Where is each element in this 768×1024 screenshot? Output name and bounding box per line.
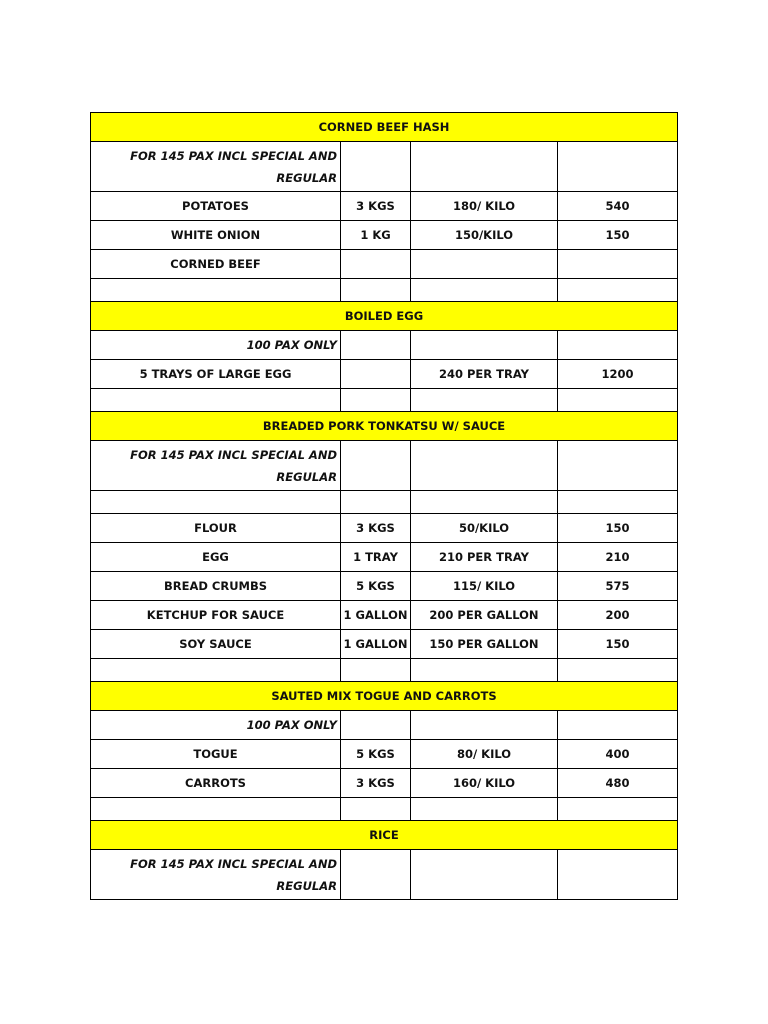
item-name-cell: BREAD CRUMBS <box>91 572 341 601</box>
empty-cell <box>558 659 678 682</box>
empty-cell <box>558 711 678 740</box>
unit-price-cell: 210 PER TRAY <box>411 543 558 572</box>
item-name-cell: CORNED BEEF <box>91 250 341 279</box>
item-row <box>91 769 678 798</box>
section-title: BOILED EGG <box>91 302 678 331</box>
item-row <box>91 572 678 601</box>
item-name-cell: WHITE ONION <box>91 221 341 250</box>
empty-cell <box>411 798 558 821</box>
quantity-cell: 3 KGS <box>341 514 411 543</box>
serving-note-row <box>91 142 678 192</box>
item-name-cell: POTATOES <box>91 192 341 221</box>
item-row <box>91 221 678 250</box>
empty-cell <box>558 491 678 514</box>
total-cell: 540 <box>558 192 678 221</box>
total-cell: 200 <box>558 601 678 630</box>
total-cell: 480 <box>558 769 678 798</box>
total-cell: 150 <box>558 630 678 659</box>
total-cell: 150 <box>558 221 678 250</box>
blank-row <box>91 798 678 821</box>
serving-note: FOR 145 PAX INCL SPECIAL AND REGULAR <box>91 850 341 900</box>
item-name-cell: TOGUE <box>91 740 341 769</box>
blank-row <box>91 389 678 412</box>
quantity-cell: 1 GALLON <box>341 630 411 659</box>
empty-cell <box>411 711 558 740</box>
serving-note: FOR 145 PAX INCL SPECIAL AND REGULAR <box>91 142 341 192</box>
empty-cell <box>341 850 411 900</box>
item-name-cell: 5 TRAYS OF LARGE EGG <box>91 360 341 389</box>
empty-cell <box>341 142 411 192</box>
empty-cell <box>341 491 411 514</box>
unit-price-cell: 240 PER TRAY <box>411 360 558 389</box>
serving-note-row <box>91 850 678 900</box>
serving-note: FOR 145 PAX INCL SPECIAL AND REGULAR <box>91 441 341 491</box>
quantity-cell: 1 TRAY <box>341 543 411 572</box>
empty-cell <box>411 279 558 302</box>
empty-cell <box>341 331 411 360</box>
item-row <box>91 514 678 543</box>
empty-cell <box>91 798 341 821</box>
unit-price-cell: 200 PER GALLON <box>411 601 558 630</box>
item-row <box>91 192 678 221</box>
quantity-cell: 3 KGS <box>341 769 411 798</box>
section-header-row <box>91 302 678 331</box>
quantity-cell <box>341 360 411 389</box>
empty-cell <box>411 441 558 491</box>
section-title: RICE <box>91 821 678 850</box>
quantity-cell: 1 KG <box>341 221 411 250</box>
empty-cell <box>341 798 411 821</box>
unit-price-cell: 180/ KILO <box>411 192 558 221</box>
section-title: CORNED BEEF HASH <box>91 113 678 142</box>
item-name-cell: CARROTS <box>91 769 341 798</box>
serving-note: 100 PAX ONLY <box>91 331 341 360</box>
empty-cell <box>91 389 341 412</box>
empty-cell <box>558 798 678 821</box>
empty-cell <box>411 659 558 682</box>
item-row <box>91 360 678 389</box>
item-row <box>91 630 678 659</box>
blank-row <box>91 491 678 514</box>
empty-cell <box>558 331 678 360</box>
serving-note: 100 PAX ONLY <box>91 711 341 740</box>
costing-table <box>90 112 678 900</box>
unit-price-cell: 80/ KILO <box>411 740 558 769</box>
total-cell: 150 <box>558 514 678 543</box>
empty-cell <box>558 279 678 302</box>
empty-cell <box>558 850 678 900</box>
item-row <box>91 740 678 769</box>
quantity-cell: 1 GALLON <box>341 601 411 630</box>
quantity-cell: 5 KGS <box>341 740 411 769</box>
empty-cell <box>558 389 678 412</box>
total-cell: 1200 <box>558 360 678 389</box>
empty-cell <box>411 389 558 412</box>
unit-price-cell: 150 PER GALLON <box>411 630 558 659</box>
section-title: SAUTED MIX TOGUE AND CARROTS <box>91 682 678 711</box>
empty-cell <box>341 279 411 302</box>
serving-note-row <box>91 331 678 360</box>
unit-price-cell: 150/KILO <box>411 221 558 250</box>
unit-price-cell: 115/ KILO <box>411 572 558 601</box>
empty-cell <box>91 279 341 302</box>
section-header-row <box>91 821 678 850</box>
item-row <box>91 543 678 572</box>
total-cell: 400 <box>558 740 678 769</box>
quantity-cell: 3 KGS <box>341 192 411 221</box>
item-name-cell: KETCHUP FOR SAUCE <box>91 601 341 630</box>
empty-cell <box>341 711 411 740</box>
total-cell: 575 <box>558 572 678 601</box>
quantity-cell <box>341 250 411 279</box>
empty-cell <box>411 142 558 192</box>
empty-cell <box>411 491 558 514</box>
empty-cell <box>558 441 678 491</box>
item-name-cell: EGG <box>91 543 341 572</box>
empty-cell <box>411 331 558 360</box>
section-header-row <box>91 682 678 711</box>
item-row <box>91 601 678 630</box>
empty-cell <box>341 659 411 682</box>
blank-row <box>91 279 678 302</box>
empty-cell <box>341 441 411 491</box>
empty-cell <box>91 491 341 514</box>
empty-cell <box>558 142 678 192</box>
unit-price-cell: 160/ KILO <box>411 769 558 798</box>
serving-note-row <box>91 711 678 740</box>
item-name-cell: SOY SAUCE <box>91 630 341 659</box>
empty-cell <box>411 850 558 900</box>
quantity-cell: 5 KGS <box>341 572 411 601</box>
item-name-cell: FLOUR <box>91 514 341 543</box>
item-row <box>91 250 678 279</box>
serving-note-row <box>91 441 678 491</box>
section-title: BREADED PORK TONKATSU W/ SAUCE <box>91 412 678 441</box>
section-header-row <box>91 412 678 441</box>
total-cell <box>558 250 678 279</box>
unit-price-cell: 50/KILO <box>411 514 558 543</box>
unit-price-cell <box>411 250 558 279</box>
empty-cell <box>91 659 341 682</box>
total-cell: 210 <box>558 543 678 572</box>
section-header-row <box>91 113 678 142</box>
empty-cell <box>341 389 411 412</box>
blank-row <box>91 659 678 682</box>
